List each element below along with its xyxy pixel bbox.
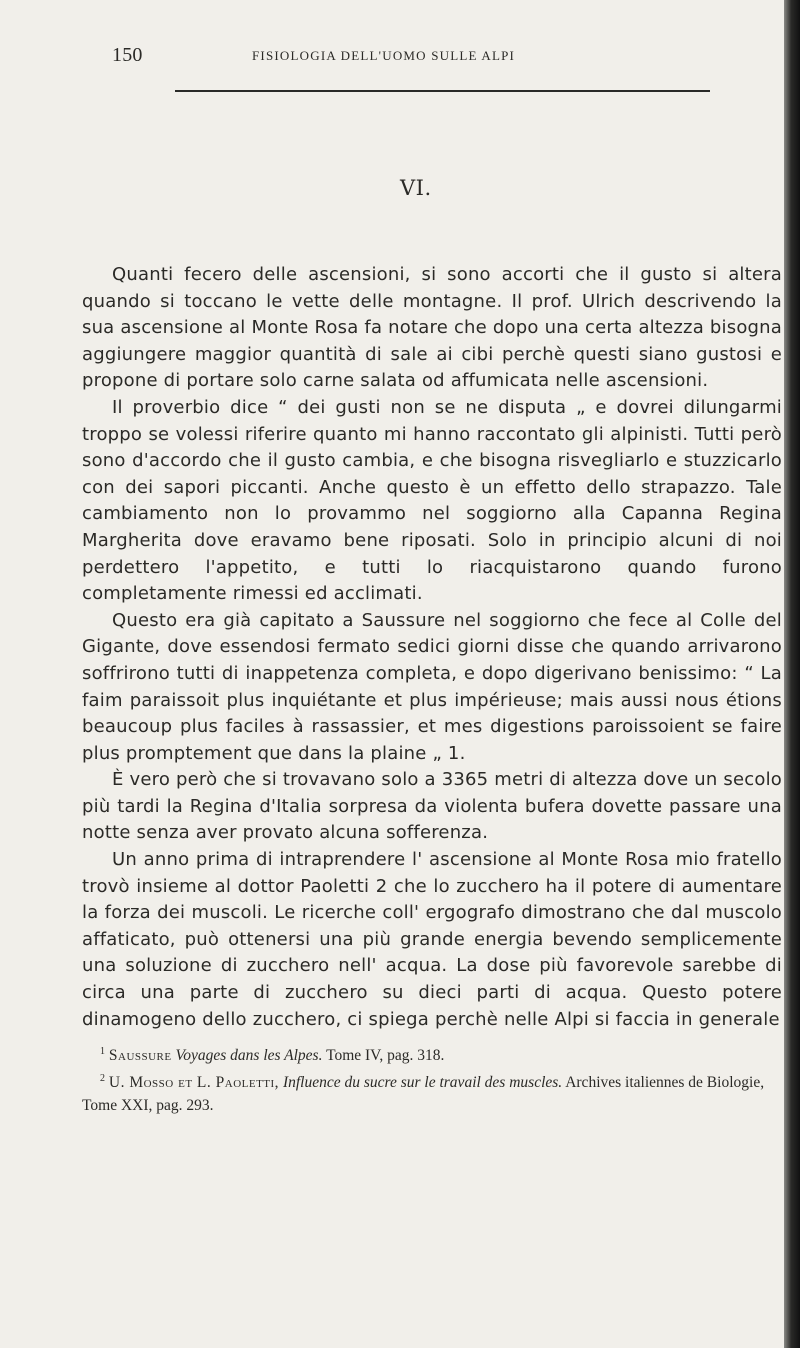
section-heading: VI. <box>400 176 432 200</box>
body-paragraph: Quanti fecero delle ascensioni, si sono accorti che il gusto si altera quando si toccano le vette delle montagne. Il prof. Ulrich descrivendo la sua ascensione al Monte Rosa fa notare che dopo una certa altezza bisogna aggiungere maggior quantità di sale ai cibi perchè questi siano gustosi e propone di portare solo carne salata od affumicata nelle ascensioni. <box>82 264 782 392</box>
page-header <box>112 44 762 74</box>
footnote-rest: Tome IV, pag. 318. <box>326 1047 445 1065</box>
body-paragraph: Un anno prima di intraprendere l' ascensione al Monte Rosa mio fratello trovò insieme al dottor Paoletti 2 che lo zucchero ha il potere di aumentare la forza dei muscoli. Le ricerche coll' ergografo dimostrano che dal muscolo affaticato, può ottenersi una più grande energia bevendo semplicemente una soluzione di zucchero nell' acqua. La dose più favorevole sarebbe di circa una parte di zucchero su dieci parti di acqua. Questo potere dinamogeno dello zucchero, ci spiega perchè nelle Alpi si faccia in generale <box>82 849 782 1030</box>
body-paragraph: Questo era già capitato a Saussure nel soggiorno che fece al Colle del Gigante, dove essendosi fermato sedici giorni disse che quando arrivarono soffrirono tutti di inappetenza completa, e dopo digerivano benissimo: “ La faim paraissoit plus inquiétante et plus impérieuse; mais aussi nous étions beaucoup plus faciles à rassassier, et mes digestions paroissoient se faire plus promptement que dans la plaine „ 1. <box>82 609 782 764</box>
footnotes <box>82 1040 772 1117</box>
footnote-author: U. Mosso et L. Paoletti, <box>108 1074 280 1092</box>
footnote-marker: 1 <box>100 1046 105 1057</box>
header-rule <box>175 90 710 92</box>
body-paragraph: È vero però che si trovavano solo a 3365 metri di altezza dove un secolo più tardi la Regina d'Italia sorpresa da violenta bufera dovette passare una notte senza aver provato alcuna sofferenza. <box>82 769 782 844</box>
running-title: FISIOLOGIA DELL'UOMO SULLE ALPI <box>252 48 516 63</box>
footnote-marker: 2 <box>100 1073 105 1085</box>
footnote-title: Voyages dans les Alpes. <box>175 1047 323 1065</box>
page-number: 150 <box>112 44 143 66</box>
body-text <box>82 262 782 1033</box>
footnote-rest: Archives italiennes de Biologie, Tome XXI, pag. 293. <box>82 1074 765 1115</box>
footnote <box>82 1040 772 1067</box>
footnote <box>82 1067 772 1117</box>
footnote-title: Influence du sucre sur le travail des muscles. <box>282 1074 563 1092</box>
footnote-author: Saussure <box>108 1047 172 1065</box>
page-binding-edge <box>784 0 800 1348</box>
body-paragraph: Il proverbio dice “ dei gusti non se ne disputa „ e dovrei dilungarmi troppo se volessi riferire quanto mi hanno raccontato gli alpinisti. Tutti però sono d'accordo che il gusto cambia, e che bisogna risvegliarlo e stuzzicarlo con dei sapori piccanti. Anche questo è un effetto dello strapazzo. Tale cambiamento non lo provammo nel soggiorno alla Capanna Regina Margherita dove eravamo bene riposati. Solo in principio alcuni di noi perdettero l'appetito, e tutti lo riacquistarono quando furono completamente rimessi ed acclimati. <box>82 396 782 605</box>
